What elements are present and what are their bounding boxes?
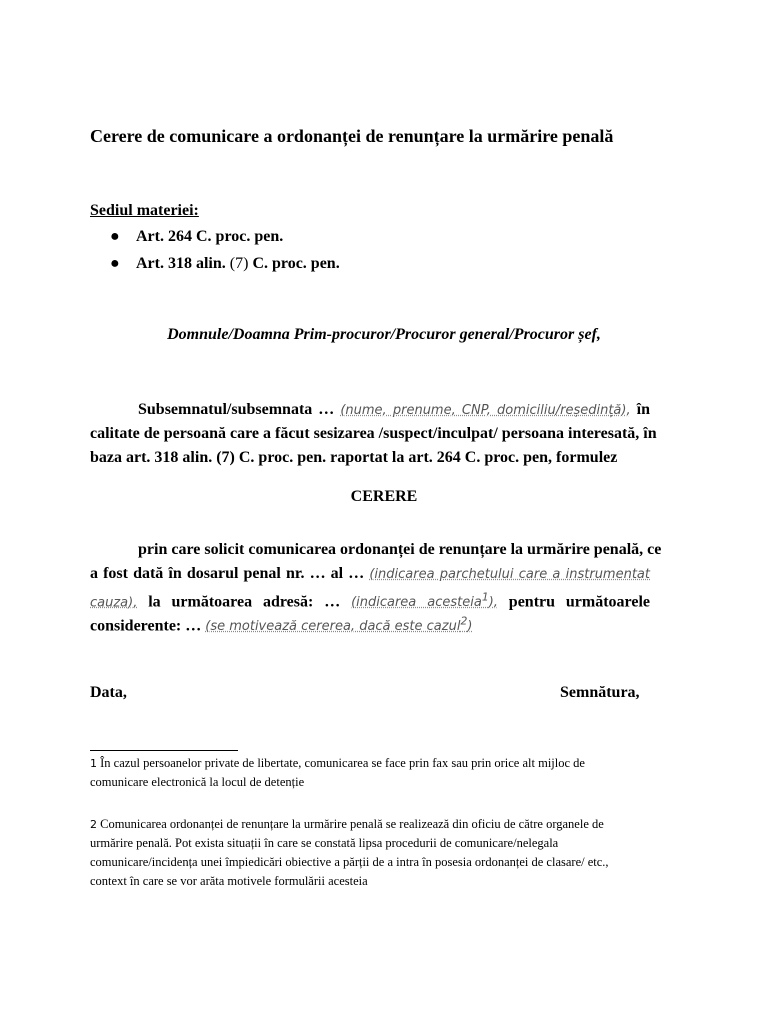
intro-line: calitate de persoană care a făcut sesizarea /suspect/inculpat/ persoana interesată, în	[90, 425, 657, 442]
intro-line: baza art. 318 alin. (7) C. proc. pen. raportat la art. 264 C. proc. pen, formulez	[90, 449, 618, 466]
footnote-ref-1: 1	[481, 591, 489, 604]
legal-references-list	[110, 228, 340, 282]
intro-paragraph	[90, 398, 657, 470]
intro-text: Subsemnatul/subsemnata …	[138, 401, 341, 418]
footnote-1	[90, 754, 678, 792]
request-paragraph	[90, 538, 662, 635]
footnote-line: comunicare/incidența unei împiedicări obiective a părții de a intra în posesia ordonanței de clasare/ etc.,	[90, 855, 609, 869]
placeholder-case[interactable]: cauza),	[90, 595, 138, 611]
footnote-line: comunicare electronică la locul de detenție	[90, 775, 305, 789]
section-label-colon: :	[193, 202, 199, 219]
date-label: Data,	[90, 684, 127, 701]
footnote-line	[90, 815, 678, 834]
section-label-text: Sediul materiei	[90, 202, 194, 219]
placeholder-prosecutor-office[interactable]: (indicarea parchetului care a instrumentat	[369, 567, 650, 582]
request-text: prin care solicit comunicarea ordonanței de renunțare la urmărire penală, ce	[138, 541, 662, 558]
signature-label: Semnătura,	[560, 684, 640, 701]
request-line	[90, 610, 650, 634]
request-text: considerente: …	[90, 617, 206, 635]
placeholder-address-close: ),	[488, 595, 498, 611]
legal-reference-item	[110, 255, 340, 282]
placeholder-address[interactable]	[351, 591, 498, 611]
legal-reference-text: Art. 318 alin.	[136, 255, 230, 272]
footnote-text: Comunicarea ordonanței de renunțare la urmărire penală se realizează din oficiu de către organele de	[97, 817, 604, 831]
legal-reference-code: C. proc. pen.	[248, 255, 340, 272]
footnote-text: În cazul persoanelor private de libertate, comunicarea se face prin fax sau prin orice alt mijloc de	[97, 756, 585, 770]
placeholder-reasons[interactable]	[205, 615, 473, 635]
request-text: a fost dată în dosarul penal nr. … al …	[90, 565, 370, 582]
placeholder-address-text: (indicarea acesteia	[351, 595, 482, 611]
addressee-line: Domnule/Doamna Prim-procuror/Procuror general/Procuror șef,	[167, 326, 601, 343]
footnote-line: context în care se vor arăta motivele formulării acesteia	[90, 874, 368, 888]
request-line	[90, 562, 650, 586]
intro-line	[90, 398, 650, 422]
legal-reference-paragraph: (7)	[229, 255, 249, 272]
request-line	[90, 586, 650, 610]
footnote-ref-2: 2	[460, 615, 468, 628]
document-title: Cerere de comunicare a ordonanței de renunțare la urmărire penală	[90, 126, 614, 146]
footnote-number: 1	[90, 757, 97, 770]
intro-text: în	[630, 401, 650, 418]
legal-reference-text: Art. 264 C. proc. pen.	[136, 228, 284, 245]
request-heading: CERERE	[350, 488, 418, 505]
footnote-separator	[90, 750, 238, 751]
bullet-icon: ●	[110, 228, 120, 245]
section-label	[90, 202, 199, 220]
request-text: la următoarea adresă: …	[137, 593, 352, 611]
bullet-icon: ●	[110, 255, 120, 272]
footnote-number: 2	[90, 818, 97, 831]
placeholder-identity[interactable]: (nume, prenume, CNP, domiciliu/reședință),	[340, 403, 631, 418]
request-line	[90, 538, 662, 562]
placeholder-reasons-close: )	[467, 619, 473, 635]
footnote-line	[90, 754, 678, 773]
footnote-line: urmărire penală. Pot exista situații în care se constată lipsa procedurii de comunicare/nelegala	[90, 836, 559, 850]
placeholder-reasons-text: (se motivează cererea, dacă este cazul	[205, 619, 461, 635]
footnote-2	[90, 815, 678, 891]
legal-reference-item	[110, 228, 340, 255]
request-text: pentru următoarele	[497, 593, 651, 611]
